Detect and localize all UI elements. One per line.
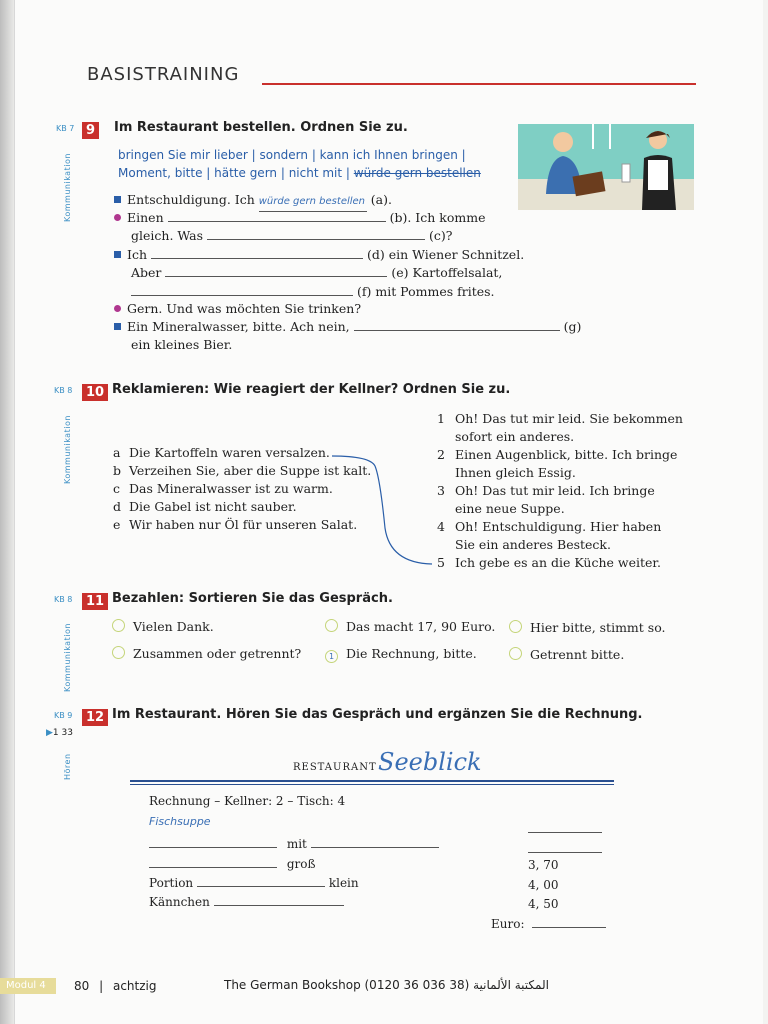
filled-dish: Fischsuppe xyxy=(149,815,211,828)
order-item: Hier bitte, stimmt so. xyxy=(509,619,665,637)
category-label: Kommunikation xyxy=(63,153,72,222)
filled-answer: würde gern bestellen xyxy=(259,193,367,212)
bill-row: Portion klein xyxy=(149,876,359,890)
order-item: Das macht 17, 90 Euro. xyxy=(325,618,495,636)
total-blank[interactable] xyxy=(532,915,606,928)
page-word: achtzig xyxy=(112,979,157,993)
statement-b: b Verzeihen Sie, aber die Suppe ist kalt. xyxy=(113,463,372,478)
book-binding xyxy=(0,0,14,1024)
response-list: 1 Oh! Das tut mir leid. Sie bekommen sofort ein anderes. 2 Einen Augenblick, bitte. Ich bringe Ihnen gleich Essig. 3 Oh! Das tut mir leid. Ich bringe eine neue Suppe. 4 Oh! Entschuldigung. Hier haben Sie ein anderes Besteck. 5 Ich gebe es an die Küche weiter. xyxy=(437,411,683,570)
order-circle[interactable] xyxy=(509,647,522,660)
dialog-line: Entschuldigung. Ich würde gern bestellen (a). xyxy=(114,191,392,212)
category-label: Hören xyxy=(63,753,72,780)
dialog-line: Gern. Und was möchten Sie trinken? xyxy=(114,300,361,318)
response-3: 3 Oh! Das tut mir leid. Ich bringe xyxy=(437,483,655,498)
restaurant-name: Seeblick xyxy=(378,748,482,776)
word-bank: bringen Sie mir lieber | sondern | kann ich Ihnen bringen | Moment, bitte | hätte gern | nicht mit | würde gern bestellen xyxy=(118,148,481,180)
bookshop-stamp: The German Bookshop (0120 36 036 38) المكتبة الألمانية xyxy=(224,978,549,992)
restaurant-label: RESTAURANT xyxy=(293,762,377,773)
bill-row: Kännchen xyxy=(149,893,344,911)
play-icon: ▶ xyxy=(46,728,53,738)
order-circle[interactable] xyxy=(112,619,125,632)
order-circle[interactable]: 1 xyxy=(325,650,338,663)
kb-reference: KB 8 xyxy=(54,595,73,604)
page-title: BASISTRAINING xyxy=(87,64,240,85)
exercise-number: 10 xyxy=(82,381,108,401)
answer-blank-c[interactable] xyxy=(207,227,425,240)
answer-blank-d[interactable] xyxy=(151,246,363,259)
bill-row: groß xyxy=(149,855,316,873)
statement-d: d Die Gabel ist nicht sauber. xyxy=(113,499,297,514)
exercise-title: Im Restaurant bestellen. Ordnen Sie zu. xyxy=(114,120,408,135)
page-number: 80 xyxy=(74,979,90,993)
response-2: 2 Einen Augenblick, bitte. Ich bringe xyxy=(437,447,678,462)
bill-blank[interactable] xyxy=(214,893,344,906)
bill-blank[interactable] xyxy=(197,874,325,887)
bill-row: mit xyxy=(149,835,439,853)
category-label: Kommunikation xyxy=(63,415,72,484)
order-circle[interactable] xyxy=(325,619,338,632)
statement-a: a Die Kartoffeln waren versalzen. xyxy=(113,445,330,460)
order-circle[interactable] xyxy=(509,620,522,633)
dialog-line: Ich (d) ein Wiener Schnitzel. xyxy=(114,246,524,264)
order-item: Zusammen oder getrennt? xyxy=(112,645,301,663)
kb-reference: KB 7 xyxy=(56,124,75,133)
receipt-rule-bottom xyxy=(130,784,614,785)
category-label: Kommunikation xyxy=(63,623,72,692)
exercise-title: Bezahlen: Sortieren Sie das Gespräch. xyxy=(112,591,393,606)
answer-blank-g[interactable] xyxy=(354,318,560,331)
price: 4, 50 xyxy=(528,897,559,911)
answer-blank-b[interactable] xyxy=(168,209,386,222)
price-blank-1[interactable] xyxy=(528,820,602,833)
guest-marker xyxy=(114,196,121,203)
exercise-title: Reklamieren: Wie reagiert der Kellner? Ordnen Sie zu. xyxy=(112,382,511,397)
waiter-marker xyxy=(114,305,121,312)
statement-e: e Wir haben nur Öl für unseren Salat. xyxy=(113,517,358,532)
kb-reference: KB 9 xyxy=(54,711,73,720)
order-item: 1 Die Rechnung, bitte. xyxy=(325,645,477,663)
dialog-line: ein kleines Bier. xyxy=(131,337,233,352)
receipt-rule-top xyxy=(130,780,614,782)
kb-reference: KB 8 xyxy=(54,386,73,395)
guest-marker xyxy=(114,251,121,258)
bill-blank[interactable] xyxy=(149,855,277,868)
dialog-line: Ein Mineralwasser, bitte. Ach nein, (g) xyxy=(114,318,581,336)
exercise-number: 12 xyxy=(82,706,108,726)
waiter-marker xyxy=(114,214,121,221)
price: 3, 70 xyxy=(528,858,559,872)
answer-blank-f[interactable] xyxy=(131,283,353,296)
struck-word: würde gern bestellen xyxy=(353,166,481,180)
dialog-line: gleich. Was (c)? xyxy=(131,228,453,243)
title-rule xyxy=(262,83,696,85)
exercise-number: 9 xyxy=(82,119,99,139)
response-4: 4 Oh! Entschuldigung. Hier haben xyxy=(437,519,662,534)
dialog-line: Aber (e) Kartoffelsalat, xyxy=(131,265,503,280)
bill-blank[interactable] xyxy=(149,835,277,848)
example-match-line xyxy=(330,448,440,570)
page-number-line: 80 | achtzig xyxy=(74,979,157,993)
response-1: 1 Oh! Das tut mir leid. Sie bekommen xyxy=(437,411,683,426)
audio-track[interactable]: ▶1 33 xyxy=(46,728,73,738)
module-tab: Modul 4 xyxy=(0,978,56,994)
price-blank-2[interactable] xyxy=(528,840,602,853)
bill-blank[interactable] xyxy=(311,835,439,848)
statement-c: c Das Mineralwasser ist zu warm. xyxy=(113,481,333,496)
exercise-title: Im Restaurant. Hören Sie das Gespräch und ergänzen Sie die Rechnung. xyxy=(112,707,643,722)
dialog-line: (f) mit Pommes frites. xyxy=(131,283,495,301)
order-circle[interactable] xyxy=(112,646,125,659)
order-item: Getrennt bitte. xyxy=(509,646,624,664)
response-5: 5 Ich gebe es an die Küche weiter. xyxy=(437,555,661,570)
price: 4, 00 xyxy=(528,878,559,892)
order-item: Vielen Dank. xyxy=(112,618,214,636)
total-row: Euro: xyxy=(491,915,606,933)
bill-header: Rechnung – Kellner: 2 – Tisch: 4 xyxy=(149,794,346,808)
guest-marker xyxy=(114,323,121,330)
exercise-number: 11 xyxy=(82,590,108,610)
dialog-line: Einen (b). Ich komme xyxy=(114,209,485,227)
restaurant-illustration xyxy=(518,124,694,210)
answer-blank-e[interactable] xyxy=(165,264,387,277)
